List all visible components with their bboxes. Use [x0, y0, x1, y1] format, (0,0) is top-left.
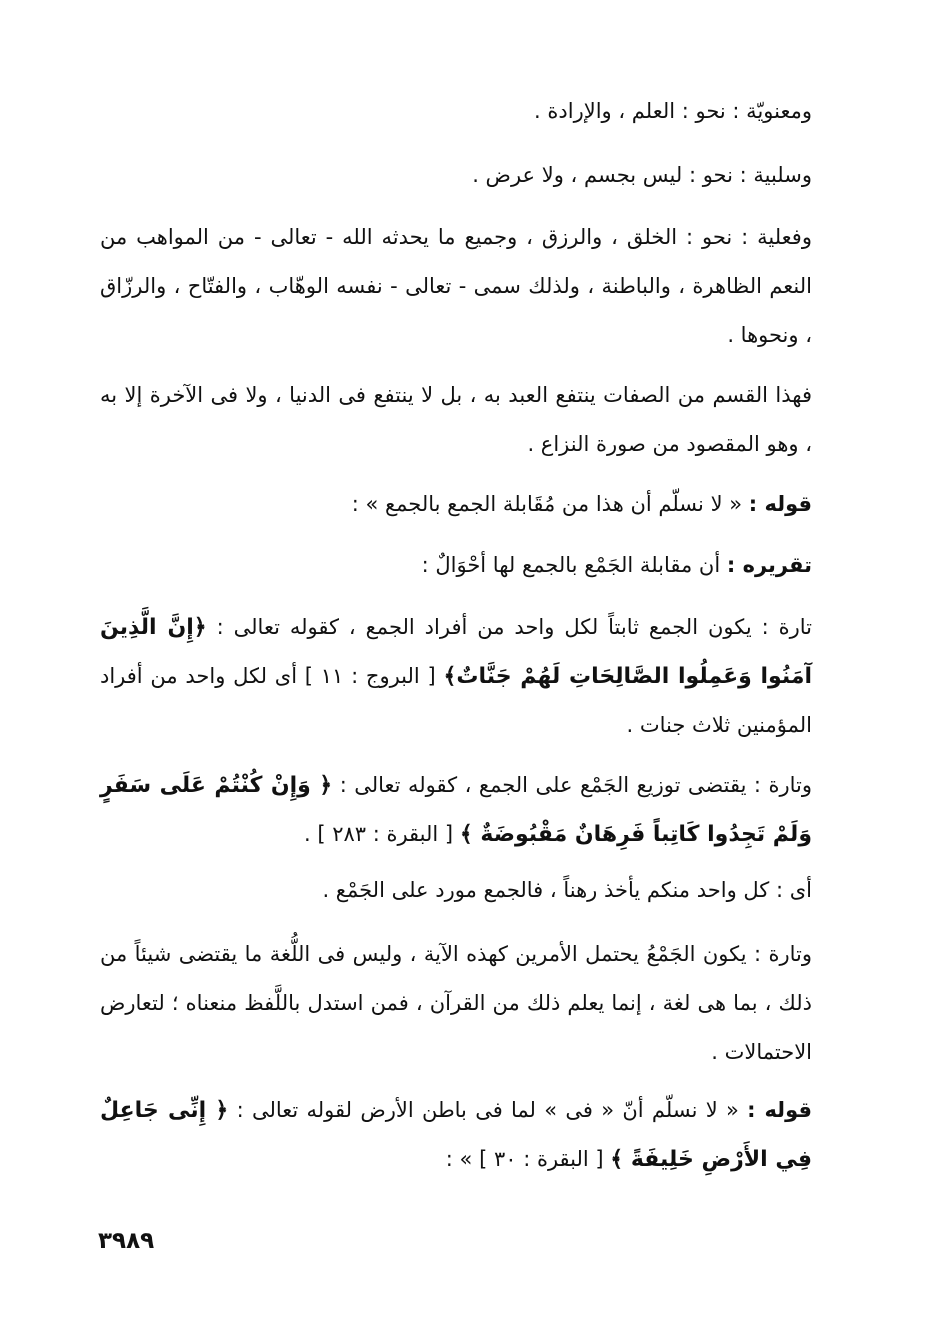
paragraph-text: وسلبية : نحو : ليس بجسم ، ولا عرض .: [472, 163, 812, 187]
lead-word: قوله :: [748, 492, 812, 516]
lead-word: تقريره :: [726, 553, 812, 577]
paragraph-text: [ البقرة : ٢٨٣ ] .: [303, 822, 460, 846]
paragraph-tara-3: [100, 930, 812, 1077]
quran-verse: ﴿ وَإِنْ كُنْتُمْ عَلَى سَفَرٍ وَلَمْ تَجِدُوا كَاتِباً فَرِهَانٌ مَقْبُوضَةٌ ﴾: [100, 773, 812, 847]
paragraph-maanawiyya: [100, 87, 812, 136]
paragraph-text: فهذا القسم من الصفات ينتفع العبد به ، بل لا ينتفع فى الدنيا ، ولا فى الآخرة إلا به ، وهو المقصود من صورة النزاع .: [100, 383, 812, 456]
paragraph-taqriruhu: [100, 541, 812, 590]
paragraph-salbiyya: [100, 151, 812, 200]
paragraph-text: وتارة : يكون الجَمْعُ يحتمل الأمرين كهذه الآية ، وليس فى اللُّغة ما يقتضى شيئاً من ذلك ، بما هى لغة ، إنما يعلم ذلك من القرآن ، فمن استدل باللَّفظ منعناه ؛ لتعارض الاحتمالات .: [100, 942, 812, 1064]
quran-verse: ﴿إِنَّ الَّذِينَ آمَنُوا وَعَمِلُوا الصَّالِحَاتِ لَهُمْ جَنَّاتٌ﴾: [100, 615, 812, 689]
paragraph-text: أى : كل واحد منكم يأخذ رهناً ، فالجمع مورد على الجَمْع .: [322, 878, 812, 902]
paragraph-hadha-al-qism: [100, 371, 812, 469]
paragraph-text: وتارة : يقتضى توزيع الجَمْع على الجمع ، كقوله تعالى :: [332, 773, 812, 797]
quran-verse: ﴿ إِنِّى جَاعِلٌ فِي الأَرْضِ خَلِيفَةً ﴾: [100, 1098, 812, 1172]
paragraph-tara-1: [100, 603, 812, 750]
paragraph-ay: [100, 866, 812, 915]
paragraph-text: تارة : يكون الجمع ثابتاً لكل واحد من أفراد الجمع ، كقوله تعالى :: [206, 615, 812, 639]
paragraph-text: [ البقرة : ٣٠ ] » :: [445, 1147, 611, 1171]
paragraph-filiyya: [100, 213, 812, 360]
paragraph-text: أن مقابلة الجَمْع بالجمع لها أحْوَالٌ :: [421, 553, 727, 577]
paragraph-text: « لا نسلّم أن هذا من مُقَابلة الجمع بالجمع » :: [351, 492, 749, 516]
paragraph-text: « لا نسلّم أنّ « فى » لما فى باطن الأرض لقوله تعالى :: [228, 1098, 748, 1122]
paragraph-qawluhu-1: [100, 480, 812, 529]
paragraph-text: ومعنويّة : نحو : العلم ، والإرادة .: [534, 99, 812, 123]
lead-word: قوله :: [747, 1098, 812, 1122]
paragraph-tara-2: [100, 761, 812, 859]
page-number: ٣٩٨٩: [98, 1228, 155, 1254]
paragraph-text: وفعلية : نحو : الخلق ، والرزق ، وجميع ما يحدثه الله - تعالى - من المواهب من النعم الظاهرة ، والباطنة ، ولذلك سمى - تعالى - نفسه الوهّاب ، والفتّاح ، والرزّاق ، ونحوها .: [100, 225, 812, 347]
paragraph-text: [ البروج : ١١ ] أى لكل واحد من أفراد المؤمنين ثلاث جنات .: [100, 664, 812, 737]
paragraph-qawluhu-2: [100, 1086, 812, 1184]
